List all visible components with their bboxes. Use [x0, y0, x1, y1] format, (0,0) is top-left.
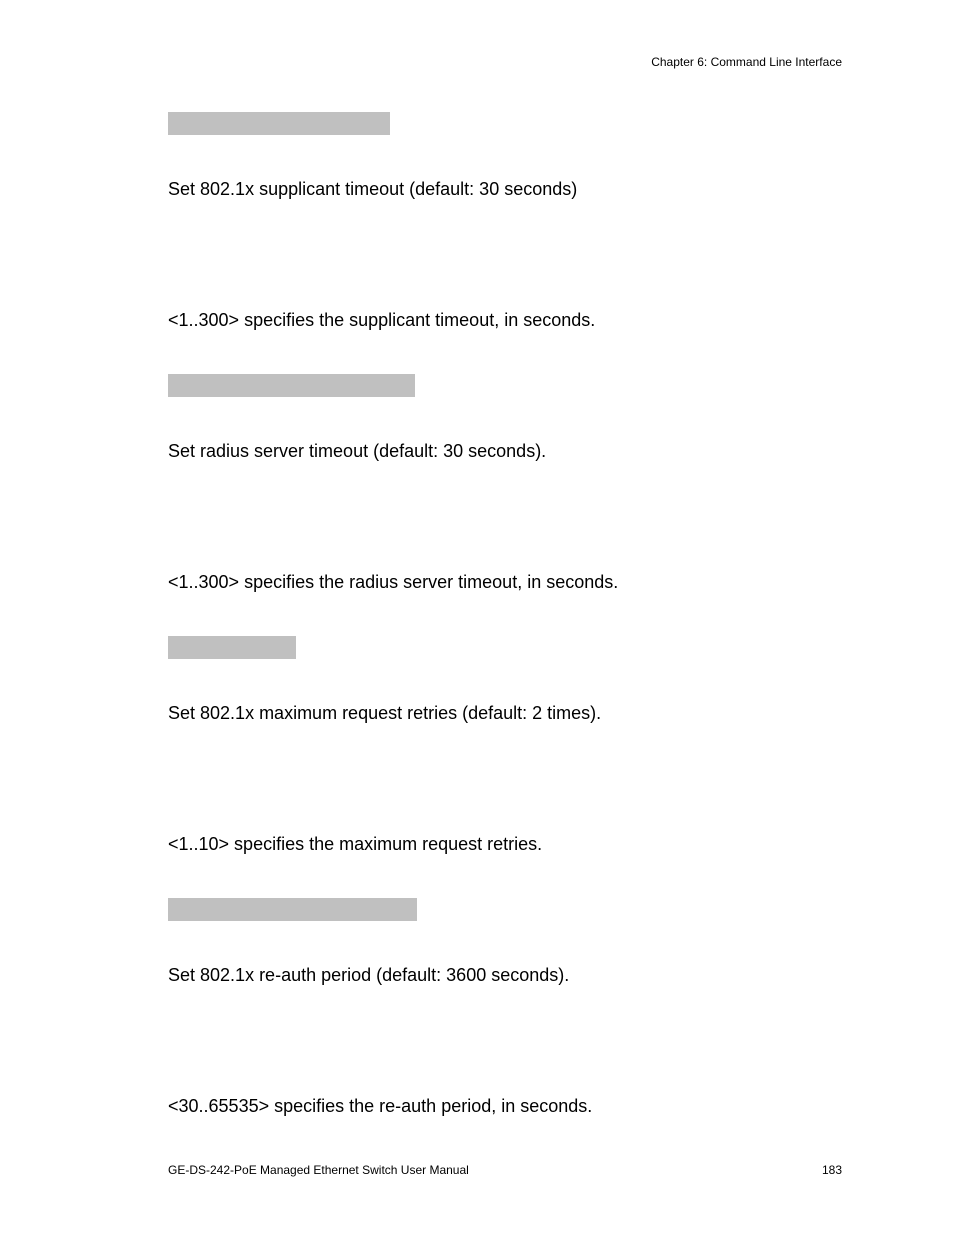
running-header: Chapter 6: Command Line Interface	[651, 55, 842, 69]
page-number: 183	[821, 1163, 842, 1177]
command-description: Set 802.1x re-auth period (default: 3600 seconds).	[168, 965, 570, 985]
command-syntax-bar	[168, 374, 415, 397]
command-description: Set radius server timeout (default: 30 seconds).	[168, 441, 547, 461]
command-description: Set 802.1x supplicant timeout (default: 30 seconds)	[168, 179, 578, 199]
manual-title: GE-DS-242-PoE Managed Ethernet Switch User Manual	[168, 1163, 469, 1177]
command-description: Set 802.1x maximum request retries (default: 2 times).	[168, 703, 602, 723]
parameter-description: <30..65535> specifies the re-auth period, in seconds.	[168, 1096, 593, 1116]
command-syntax-bar	[168, 112, 390, 135]
parameter-description: <1..10> specifies the maximum request retries.	[168, 834, 543, 854]
command-syntax-bar	[168, 898, 417, 921]
parameter-description: <1..300> specifies the supplicant timeout, in seconds.	[168, 310, 596, 330]
command-syntax-bar	[168, 636, 296, 659]
parameter-description: <1..300> specifies the radius server timeout, in seconds.	[168, 572, 619, 592]
